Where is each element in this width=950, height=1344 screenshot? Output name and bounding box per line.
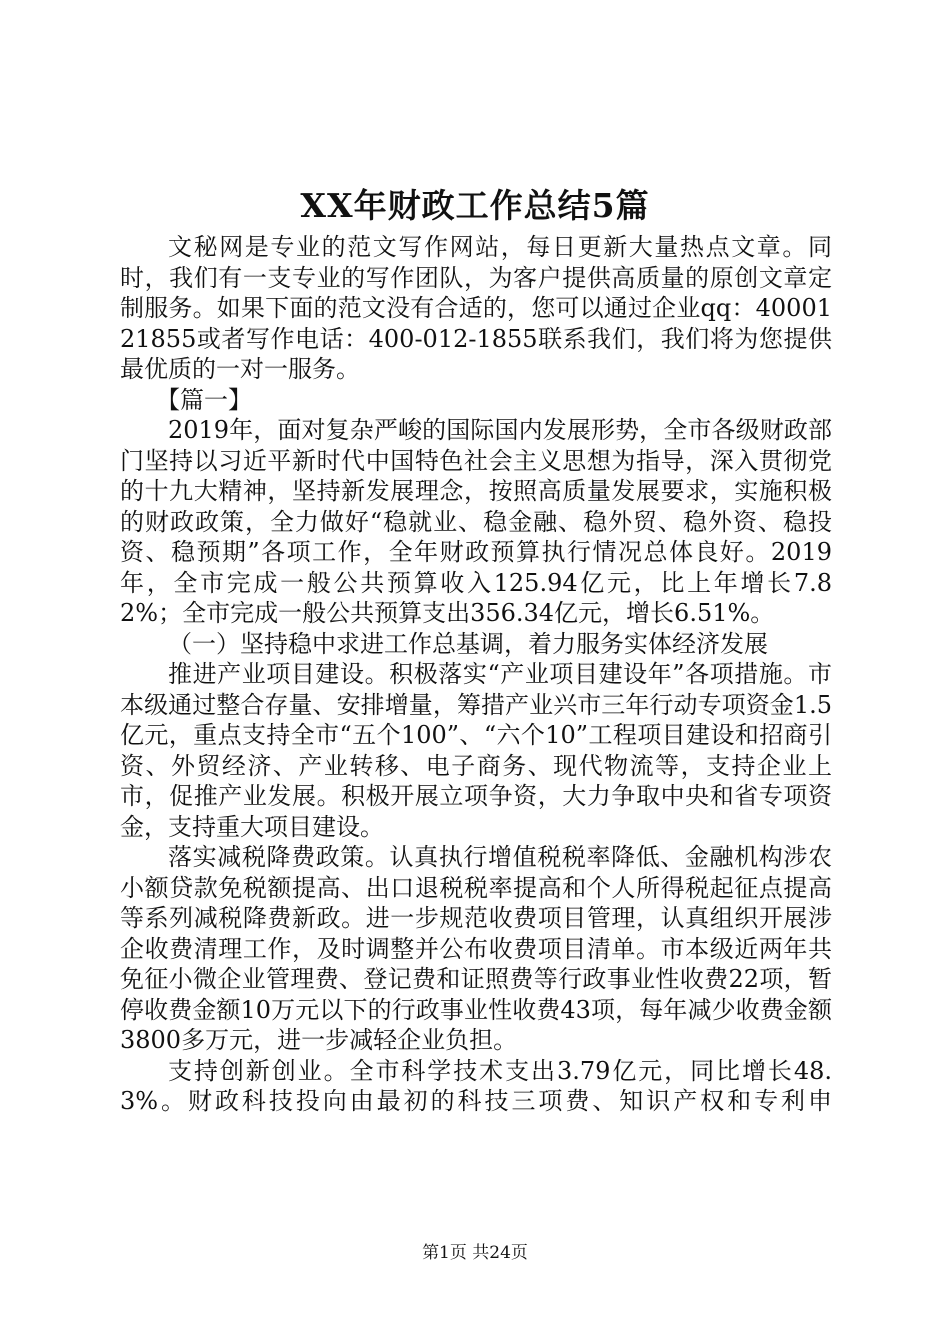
page-number-footer: 第1页 共24页	[422, 1243, 528, 1263]
section-heading: 【篇一】	[156, 385, 252, 414]
subsection-heading: （一）坚持稳中求进工作总基调，着力服务实体经济发展	[168, 629, 768, 658]
body-paragraph: 推进产业项目建设。积极落实“产业项目建设年”各项措施。市本级通过整合存量、安排增量，筹措产业兴市三年行动专项资金1.5亿元，重点支持全市“五个100”、“六个10”工程项目建设和招商引资、外贸经济、产业转移、电子商务、现代物流等，支持企业上市，促推产业发展。积极开展立项争资，大力争取中央和省专项资金，支持重大项目建设。	[120, 660, 832, 841]
document-title: XX年财政工作总结5篇	[300, 186, 650, 225]
body-paragraph: 2019年，面对复杂严峻的国际国内发展形势，全市各级财政部门坚持以习近平新时代中国特色社会主义思想为指导，深入贯彻党的十九大精神，坚持新发展理念，按照高质量发展要求，实施积极的财政政策，全力做好“稳就业、稳金融、稳外贸、稳外资、稳投资、稳预期”各项工作，全年财政预算执行情况总体良好。2019年，全市完成一般公共预算收入125.94亿元，比上年增长7.82%；全市完成一般公共预算支出356.34亿元，增长6.51%。	[120, 416, 832, 627]
document-body	[120, 232, 832, 1117]
intro-paragraph: 文秘网是专业的范文写作网站，每日更新大量热点文章。同时，我们有一支专业的写作团队，为客户提供高质量的原创文章定制服务。如果下面的范文没有合适的，您可以通过企业qq：4000121855或者写作电话：400-012-1855联系我们，我们将为您提供最优质的一对一服务。	[120, 233, 832, 383]
body-paragraph: 落实减税降费政策。认真执行增值税税率降低、金融机构涉农小额贷款免税额提高、出口退税税率提高和个人所得税起征点提高等系列减税降费新政。进一步规范收费项目管理，认真组织开展涉企收费清理工作，及时调整并公布收费项目清单。市本级近两年共免征小微企业管理费、登记费和证照费等行政事业性收费22项，暂停收费金额10万元以下的行政事业性收费43项，每年减少收费金额3800多万元，进一步减轻企业负担。	[120, 843, 832, 1054]
body-paragraph: 支持创新创业。全市科学技术支出3.79亿元，同比增长48.3%。财政科技投向由最初的科技三项费、知识产权和专利申	[120, 1056, 832, 1115]
